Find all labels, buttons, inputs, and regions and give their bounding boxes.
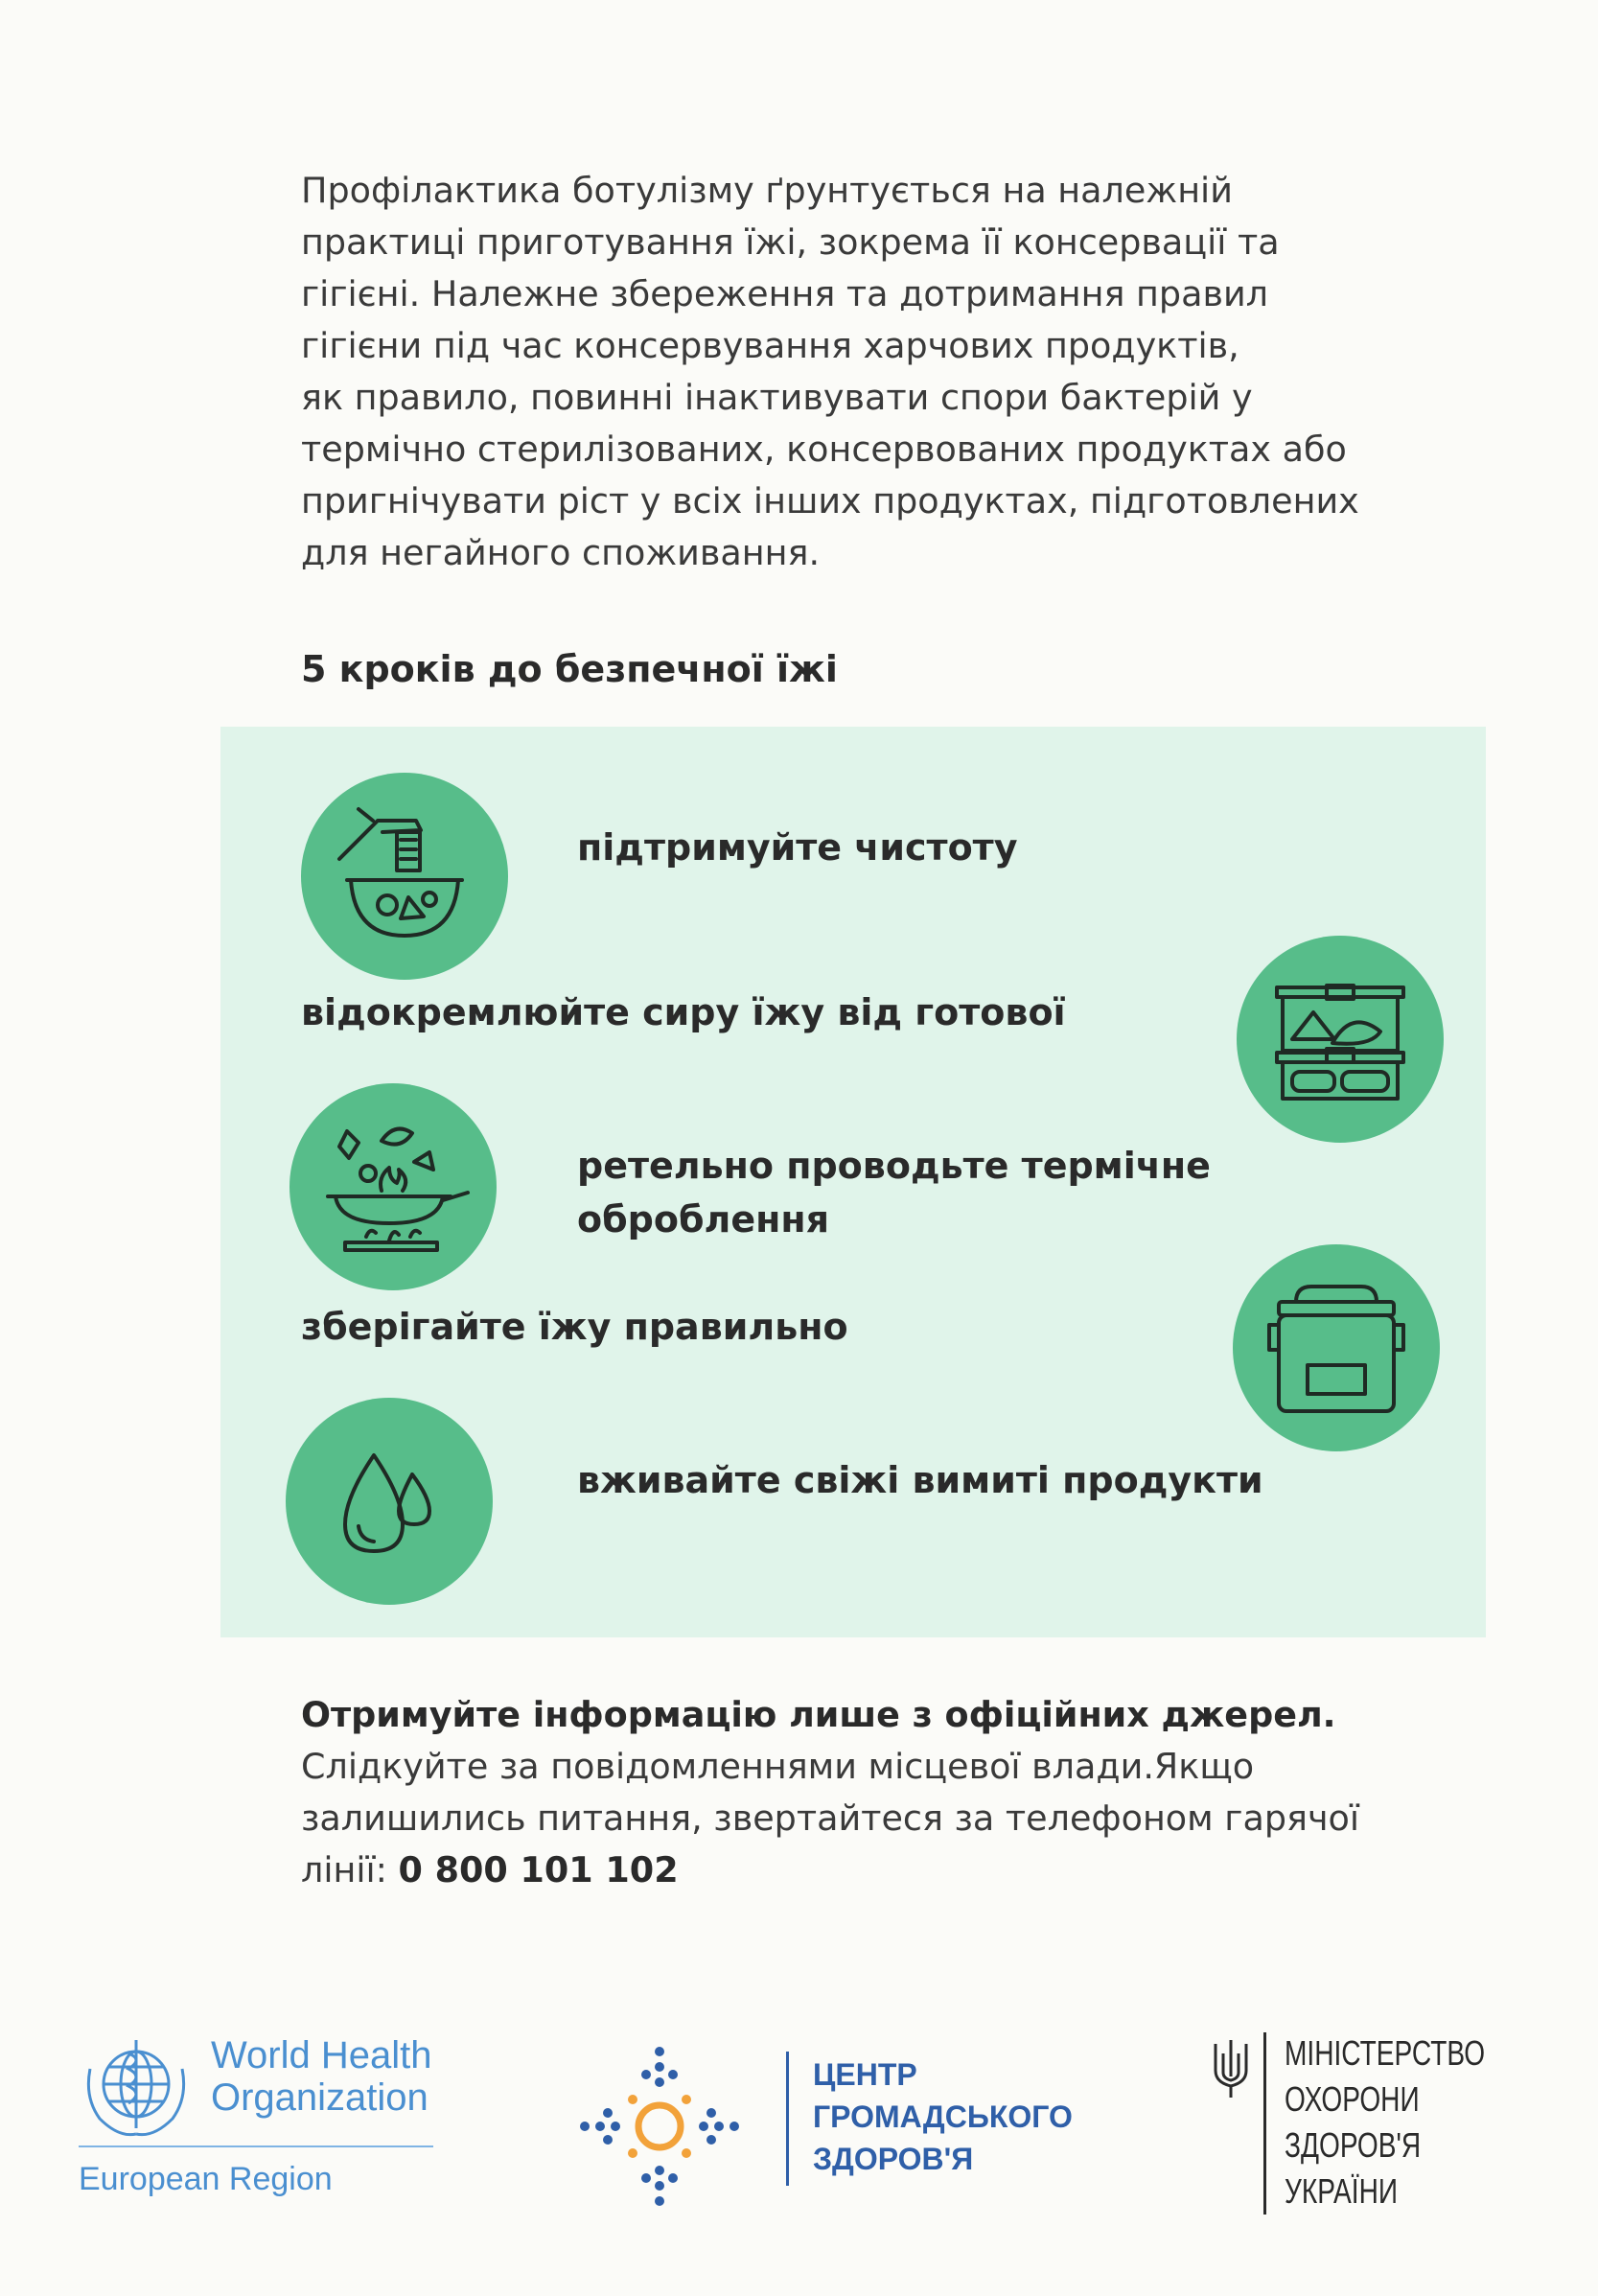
intro-line: гігієни під час консервування харчових продуктів,	[301, 325, 1239, 366]
info-block	[301, 1689, 1451, 1896]
intro-line: практиці приготування їжі, зокрема її консервації та	[301, 221, 1280, 263]
intro-line: пригнічувати ріст у всіх інших продуктах, підготовлених	[301, 480, 1359, 522]
moz-divider	[1263, 2032, 1266, 2215]
moz-name-line: ОХОРОНИ	[1285, 2079, 1420, 2119]
water-drops-icon	[286, 1398, 493, 1605]
intro-line: Профілактика ботулізму ґрунтується на належній	[301, 170, 1233, 211]
moz-name-line: МІНІСТЕРСТВО	[1285, 2033, 1486, 2073]
who-name	[211, 2034, 431, 2119]
hotline-phone[interactable]: 0 800 101 102	[398, 1849, 679, 1890]
cgz-emblem-icon	[573, 2040, 746, 2216]
info-line: Слідкуйте за повідомленнями місцевої влади.Якщо	[301, 1746, 1255, 1787]
handwash-icon	[301, 773, 508, 980]
trident-icon	[1210, 2038, 1252, 2103]
step-label: підтримуйте чистоту	[577, 826, 1018, 869]
step-label: вживайте свіжі вимиті продукти	[577, 1459, 1263, 1501]
moz-name	[1285, 2030, 1485, 2215]
step-label-line: оброблення	[577, 1198, 829, 1241]
cooler-box-icon	[1233, 1244, 1440, 1451]
who-emblem-icon	[71, 2030, 201, 2149]
hotline-prefix: лінії:	[301, 1849, 399, 1890]
intro-line: термічно стерилізованих, консервованих продуктах або	[301, 429, 1347, 470]
step-label-line: ретельно проводьте термічне	[577, 1145, 1211, 1187]
cgz-name-line: ЦЕНТР	[813, 2057, 917, 2092]
cgz-name-line: ГРОМАДСЬКОГО	[813, 2099, 1073, 2134]
steps-panel	[220, 727, 1486, 1637]
cgz-divider	[786, 2052, 789, 2186]
intro-line: для негайного споживання.	[301, 532, 821, 573]
info-line	[301, 1844, 1451, 1896]
info-line: залишились питання, звертайтеся за телефоном гарячої	[301, 1797, 1359, 1839]
step-label	[577, 1139, 1211, 1246]
who-divider	[79, 2145, 433, 2147]
intro-line: як правило, повинні інактивувати спори бактерій у	[301, 377, 1253, 418]
step-label: зберігайте їжу правильно	[301, 1306, 848, 1348]
who-name-line: Organization	[211, 2076, 428, 2119]
step-label: відокремлюйте сиру їжу від готової	[301, 991, 1066, 1033]
intro-line: гігієні. Належне збереження та дотримання правил	[301, 273, 1269, 314]
moz-name-line: УКРАЇНИ	[1285, 2171, 1399, 2211]
moz-name-line: ЗДОРОВ'Я	[1285, 2125, 1422, 2165]
cgz-name	[813, 2053, 1073, 2180]
intro-paragraph	[301, 165, 1413, 579]
who-name-line: World Health	[211, 2034, 432, 2076]
food-containers-icon	[1237, 936, 1444, 1143]
cgz-name-line: ЗДОРОВ'Я	[813, 2142, 974, 2176]
cooking-pan-icon	[289, 1083, 497, 1290]
who-region: European Region	[79, 2161, 333, 2197]
info-heading: Отримуйте інформацію лише з офіційних джерел.	[301, 1694, 1336, 1735]
steps-heading: 5 кроків до безпечної їжі	[301, 648, 838, 690]
